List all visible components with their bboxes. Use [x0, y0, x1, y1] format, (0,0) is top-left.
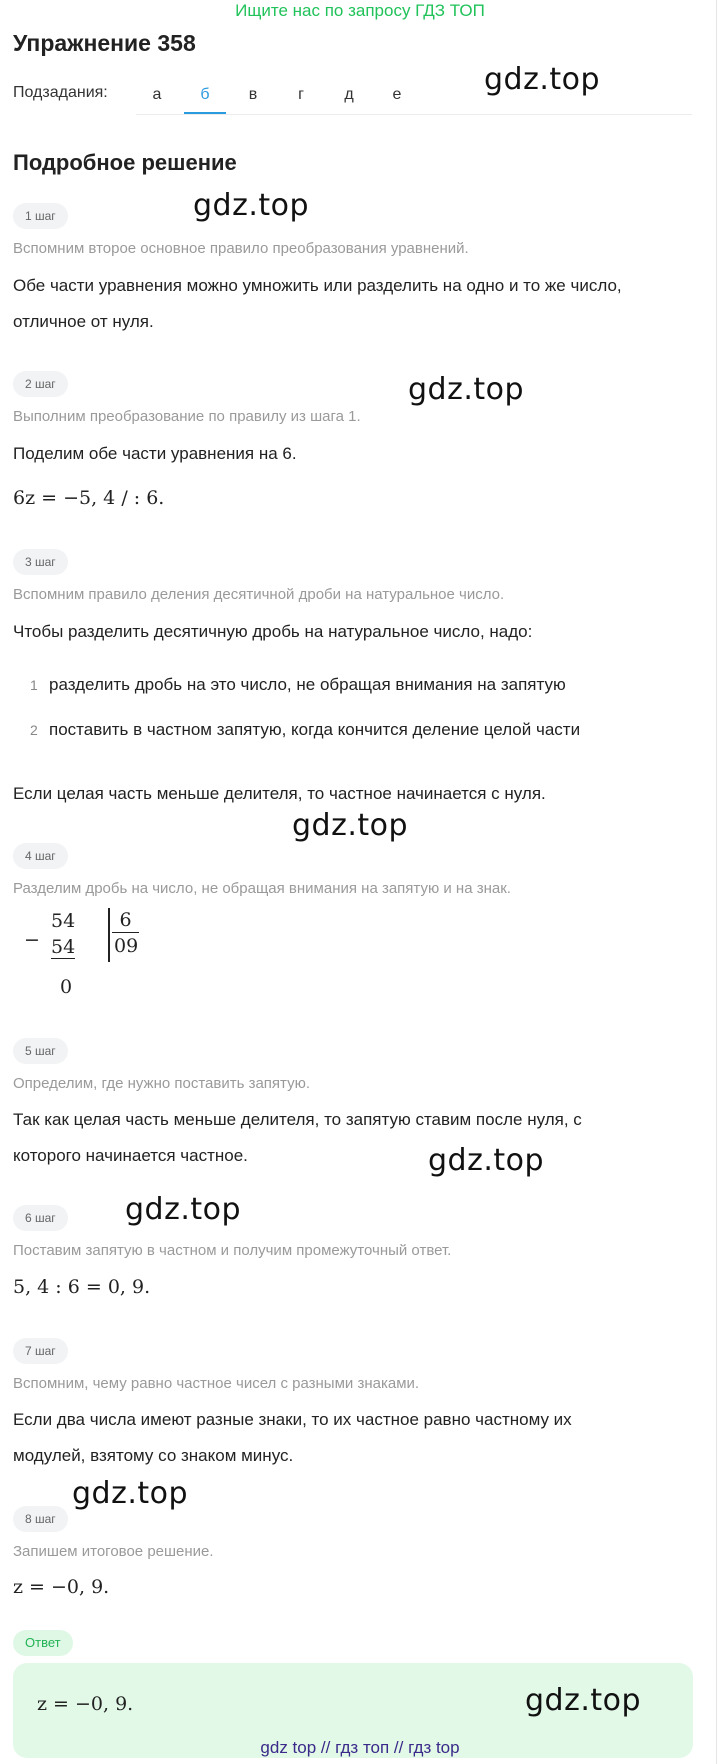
- tab-g[interactable]: г: [298, 86, 304, 103]
- tab-v[interactable]: в: [248, 86, 258, 103]
- step-hint: Запишем итоговое решение.: [13, 1543, 214, 1560]
- step-badge: 1 шаг: [13, 203, 68, 229]
- remainder: 0: [60, 976, 73, 998]
- step-badge: 3 шаг: [13, 549, 68, 575]
- step-text: Если два числа имеют разные знаки, то их частное равно частному их: [13, 1410, 572, 1429]
- math-expression: z = −0, 9.: [13, 1576, 110, 1598]
- step-text: Поделим обе части уравнения на 6.: [13, 444, 297, 463]
- step-hint: Выполним преобразование по правилу из шага 1.: [13, 408, 361, 425]
- step-text: модулей, взятому со знаком минус.: [13, 1446, 294, 1465]
- step-badge: 6 шаг: [13, 1205, 68, 1231]
- step-hint: Поставим запятую в частном и получим промежуточный ответ.: [13, 1242, 452, 1259]
- answer-badge: Ответ: [13, 1630, 73, 1656]
- minus-sign: −: [24, 929, 40, 951]
- list-number: 2: [30, 722, 38, 738]
- watermark: gdz.top: [72, 1476, 189, 1511]
- subtasks-label: Подзадания:: [13, 84, 108, 101]
- step-text: Обе части уравнения можно умножить или разделить на одно и то же число,: [13, 276, 622, 295]
- tab-e[interactable]: е: [392, 86, 402, 103]
- page-title: Упражнение 358: [13, 30, 196, 56]
- subtrahend: 54: [51, 936, 76, 958]
- subtask-tabs: [136, 80, 692, 115]
- divisor: 6: [112, 908, 139, 933]
- step-hint: Определим, где нужно поставить запятую.: [13, 1075, 310, 1092]
- step-text: отличное от нуля.: [13, 312, 154, 331]
- list-item: поставить в частном запятую, когда кончится деление целой части: [49, 720, 581, 739]
- step-text: Чтобы разделить десятичную дробь на натуральное число, надо:: [13, 622, 533, 641]
- footer-links[interactable]: gdz top // гдз топ // гдз top: [260, 1738, 460, 1757]
- math-expression: 5, 4 : 6 = 0, 9.: [13, 1276, 151, 1298]
- top-banner[interactable]: Ищите нас по запросу ГДЗ ТОП: [235, 1, 485, 20]
- step-badge: 2 шаг: [13, 371, 68, 397]
- answer-expression: z = −0, 9.: [37, 1693, 134, 1715]
- step-text: Если целая часть меньше делителя, то частное начинается с нуля.: [13, 784, 546, 803]
- step-text: которого начинается частное.: [13, 1146, 248, 1165]
- watermark: gdz.top: [193, 188, 310, 223]
- step-badge: 5 шаг: [13, 1038, 68, 1064]
- math-expression: 6z = −5, 4 / : 6.: [13, 487, 165, 509]
- watermark: gdz.top: [428, 1143, 545, 1178]
- watermark: gdz.top: [292, 808, 409, 843]
- section-title: Подробное решение: [13, 150, 237, 175]
- step-hint: Вспомним, чему равно частное чисел с разными знаками.: [13, 1375, 420, 1392]
- division-bar: [108, 908, 110, 962]
- step-hint: Разделим дробь на число, не обращая внимания на запятую и на знак.: [13, 880, 511, 897]
- step-badge: 4 шаг: [13, 843, 68, 869]
- watermark: gdz.top: [125, 1192, 242, 1227]
- watermark: gdz.top: [484, 62, 601, 97]
- tab-b[interactable]: б: [184, 80, 226, 114]
- tab-a[interactable]: а: [152, 86, 162, 103]
- step-text: Так как целая часть меньше делителя, то запятую ставим после нуля, с: [13, 1110, 582, 1129]
- quotient: 09: [114, 935, 139, 957]
- dividend: 54: [51, 910, 76, 932]
- watermark: gdz.top: [525, 1683, 642, 1718]
- watermark: gdz.top: [408, 372, 525, 407]
- step-badge: 7 шаг: [13, 1338, 68, 1364]
- step-hint: Вспомним второе основное правило преобразования уравнений.: [13, 240, 469, 257]
- tab-d[interactable]: д: [344, 86, 354, 103]
- list-number: 1: [30, 677, 38, 693]
- page-edge-line: [716, 0, 717, 1764]
- step-hint: Вспомним правило деления десятичной дроби на натуральное число.: [13, 586, 505, 603]
- list-item: разделить дробь на это число, не обращая внимания на запятую: [49, 675, 566, 694]
- step-badge: 8 шаг: [13, 1506, 68, 1532]
